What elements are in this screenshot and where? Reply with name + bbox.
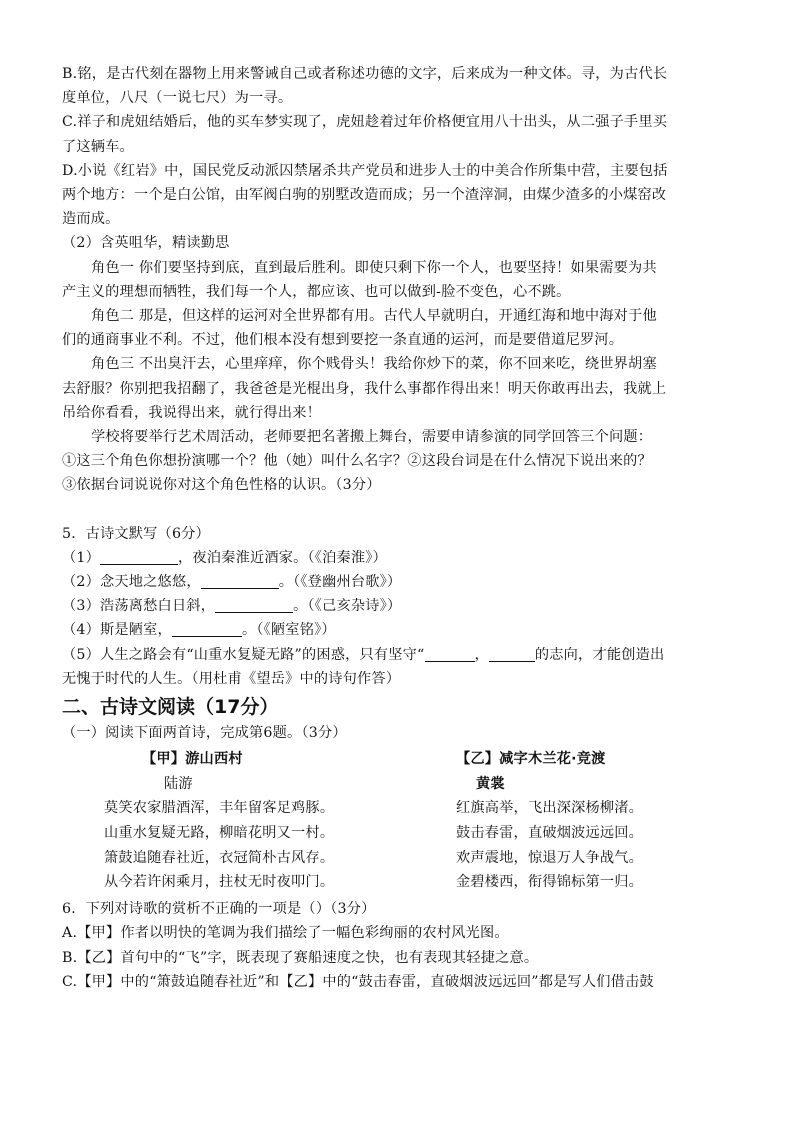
task-line2: ①这三个角色你想扮演哪一个？他（她）叫什么名字？②这段台词是在什么情况下说出来的？	[62, 453, 652, 470]
q5-item5-prefix: （5）人生之路会有“山重水复疑无路”的困惑，只有坚守“	[62, 646, 425, 663]
answer-blank-3[interactable]	[215, 596, 293, 613]
answer-blank-5b[interactable]	[489, 645, 535, 662]
task-line3: ③依据台词说说你对这个角色性格的认识。（3分）	[62, 477, 381, 494]
q5-item2-prefix: （2）念天地之悠悠，	[62, 574, 201, 591]
q6-option-b: B.【乙】首句中的“飞”字，既表现了赛船速度之快，也有表现其轻捷之意。	[62, 949, 539, 966]
poem-yi-line2: 鼓击春雷，直破烟波远远回。	[456, 825, 644, 842]
poem-jia-line1: 莫笑农家腊酒浑，丰年留客足鸡豚。	[104, 800, 335, 817]
q5-item4-suffix: 。（《陋室铭》）	[241, 622, 336, 639]
q5-item3-prefix: （3）浩荡离愁白日斜，	[62, 598, 216, 615]
poem-jia-title: 【甲】游山西村	[142, 751, 243, 768]
q5-item5-line2: 无愧于时代的人生。（用杜甫《望岳》中的诗句作答）	[62, 670, 401, 687]
q5-item1	[62, 546, 742, 570]
poem-yi-title: 【乙】减字木兰花·竞渡	[456, 751, 606, 768]
role2-line1: 角色二 那是，但这样的运河对全世界都有用。古代人早就明白，开通红海和地中海对于他	[91, 308, 657, 325]
q5-item4	[62, 618, 742, 642]
q6-option-c: C.【甲】中的“箫鼓追随春社近”和【乙】中的“鼓击春雷，直破烟波远远回”都是写人们借击鼓	[62, 973, 654, 990]
poem-jia-author: 陆游	[164, 775, 193, 792]
option-b-line1: B.铭，是古代刻在器物上用来警诫自己或者称述功德的文字，后来成为一种文体。寻，为古代长	[62, 66, 668, 82]
poem-yi-line4: 金碧楼西，衔得锦标第一归。	[456, 874, 644, 891]
option-c-line1: C.祥子和虎妞结婚后，他的买车梦实现了，虎妞趁着过年价格便宜用八十出头，从二强子手里买	[62, 114, 668, 131]
q5-item3-suffix: 。（《己亥杂诗》）	[293, 598, 402, 615]
poem-jia-line2: 山重水复疑无路，柳暗花明又一村。	[104, 825, 335, 842]
poem-jia-line4: 从今若许闲乘月，拄杖无时夜叩门。	[104, 874, 335, 891]
poem-yi-line1: 红旗高举，飞出深深杨柳渚。	[456, 800, 644, 817]
q5-item1-prefix: （1）	[62, 549, 101, 566]
q6-option-a: A.【甲】作者以明快的笔调为我们描绘了一幅色彩绚丽的农村风光图。	[62, 925, 509, 942]
role3-line2: 去舒服？你别把我招翻了，我爸爸是光棍出身，我什么事都作得出来！明天你敢再出去，我就上	[62, 380, 667, 397]
task-line1: 学校将要举行艺术周活动，老师要把名著搬上舞台，需要申请参演的同学回答三个问题：	[91, 429, 653, 446]
role3-line1: 角色三 不出臭汗去，心里痒痒，你个贱骨头！我给你炒下的菜，你不回来吃，绕世界胡塞	[91, 356, 657, 373]
option-d-line2: 两个地方：一个是白公馆，由军阀白驹的别墅改造而成；另一个渣滓洞，由煤少渣多的小煤窑改	[62, 187, 667, 204]
poem-yi-author: 黄裳	[476, 775, 505, 792]
exam-page	[62, 62, 742, 994]
poem-yi-line3: 欢声震地，惊退万人争战气。	[456, 849, 644, 866]
answer-blank-4[interactable]	[172, 620, 242, 637]
q5-item2	[62, 570, 742, 594]
role2-line2: 们的通商事业不利。不过，他们根本没有想到要挖一条直通的运河，而是要借道尼罗河。	[62, 332, 624, 349]
q5-item4-prefix: （4）斯是陋室，	[62, 622, 172, 639]
answer-blank-1[interactable]	[100, 548, 178, 565]
q5-item5	[62, 643, 742, 667]
q5-item3	[62, 594, 742, 618]
option-c-line2: 了这辆车。	[62, 138, 134, 155]
poem-jia	[104, 747, 334, 895]
spacer	[62, 498, 742, 522]
q5-item5-suffix: 的志向，才能创造出	[534, 646, 665, 663]
poem-yi	[456, 747, 643, 895]
role3-line3: 吊给你看看，我说得出来，就行得出来！	[62, 404, 321, 421]
q5-item2-suffix: 。（《登幽州台歌》）	[278, 574, 402, 591]
poem-jia-line3: 箫鼓追随春社近，衣冠简朴古风存。	[104, 849, 335, 866]
role1-line2: 产主义的理想而牺牲，我们每一个人，都应该、也可以做到-脸不变色，心不跳。	[62, 283, 571, 300]
q4-2-title: （2）含英咀华，精读勤思	[62, 235, 230, 252]
option-b-line2: 度单位，八尺（一说七尺）为一寻。	[62, 90, 293, 107]
q5-item5-comma: ，	[474, 646, 489, 663]
section-intro: （一）阅读下面两首诗，完成第6题。（3分）	[62, 725, 347, 742]
poems-block	[62, 747, 742, 897]
q6-title: 6．下列对诗歌的赏析不正确的一项是（）（3分）	[62, 901, 376, 918]
option-d-line1: D.小说《红岩》中，国民党反动派囚禁屠杀共产党员和进步人士的中美合作所集中营，主要包括	[62, 162, 668, 179]
role1-line1: 角色一 你们要坚持到底，直到最后胜利。即使只剩下你一个人，也要坚持！如果需要为共	[91, 259, 657, 276]
q5-item1-suffix: ，夜泊秦淮近酒家。（《泊秦淮》）	[178, 549, 387, 566]
q5-title: 5．古诗文默写（6分）	[62, 525, 210, 542]
section-heading: 二、古诗文阅读（17分）	[62, 696, 279, 719]
answer-blank-5a[interactable]	[425, 645, 475, 662]
answer-blank-2[interactable]	[201, 572, 279, 589]
option-d-line3: 造而成。	[62, 211, 120, 228]
